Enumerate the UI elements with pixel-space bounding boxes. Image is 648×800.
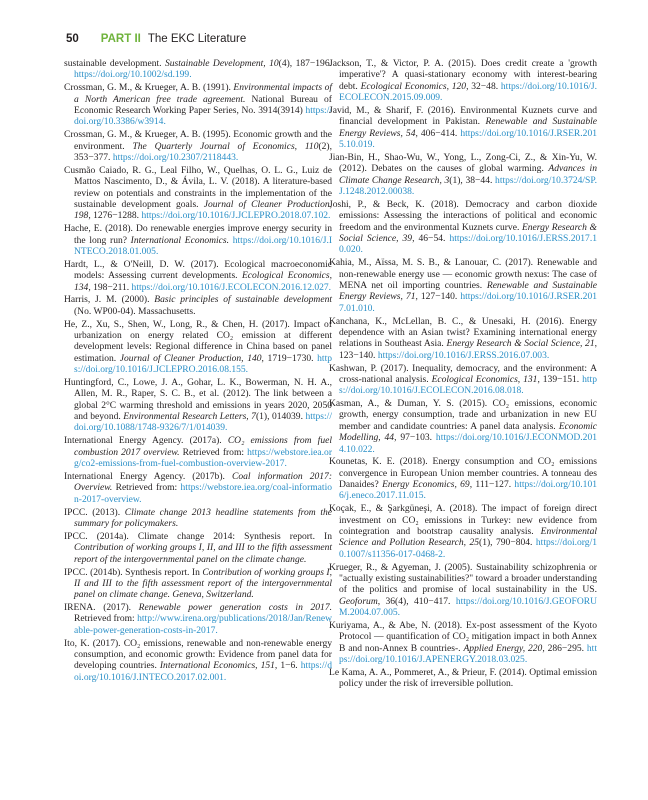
reference-text: Jackson, T., & Victor, P. A. (2015). Does credit create a 'growth imperative'? A quasi-stationary economy with interest-bearing debt.	[329, 58, 597, 92]
reference-details: , 1719−1730.	[261, 352, 318, 364]
reference-entry	[329, 667, 597, 690]
reference-details: (2), 353−377.	[74, 140, 332, 163]
reference-entry	[329, 58, 597, 103]
reference-doi-link[interactable]: https://doi.org/10.1088/1748-9326/7/1/014039.	[74, 411, 332, 434]
reference-source: Contribution of working groups I, II and III to the fifth assessment report of the intergovernmental panel on climate change. Geneva, Switzerland.	[74, 566, 332, 601]
reference-source: Advances in Climate Change Research, 3	[339, 163, 597, 186]
reference-doi-link[interactable]: https://doi.org/10.1002/sd.199.	[74, 69, 192, 81]
reference-column-right	[329, 58, 597, 691]
reference-text: Crossman, G. M., & Krueger, A. B. (1991).	[64, 82, 234, 94]
reference-doi-link[interactable]: https://webstore.iea.org/coal-information-2017-overview.	[74, 482, 332, 505]
reference-details: (4), 187−196.	[278, 58, 332, 69]
reference-entry	[64, 82, 332, 127]
reference-entry	[329, 456, 597, 501]
reference-doi-link[interactable]: https://doi.org/10.3724/SP.J.1248.2012.00038.	[339, 174, 597, 197]
reference-details: , 286−295.	[542, 642, 587, 654]
reference-source: Environmental impacts of a North American free trade agreement.	[74, 82, 332, 105]
reference-source: Ecological Economics, 120	[360, 80, 467, 92]
reference-text: IRENA. (2017).	[64, 602, 139, 614]
reference-doi-link[interactable]: https://webstore.iea.org/co2-emissions-from-fuel-combustion-overview-2017.	[74, 446, 332, 470]
reference-details: Retrieved from:	[179, 446, 248, 458]
reference-details: , 1−6.	[274, 660, 301, 672]
reference-doi-link[interactable]: https://doi.org/10.1016/J.ECOLECON.2016.08.018.	[339, 373, 597, 397]
reference-text: Kasman, A., & Duman, Y. S. (2015). CO₂ emissions, economic growth, energy consumption, trade and urbanization in new EU member and candidate countries: A panel data analysis.	[329, 398, 597, 432]
reference-details: , 123−140.	[339, 338, 597, 361]
reference-details: , 139−151.	[537, 373, 583, 385]
reference-entry	[64, 223, 332, 257]
reference-doi-link[interactable]: https://doi.org/10.1016/J.ERSS.2017.10.020.	[339, 232, 597, 256]
reference-doi-link[interactable]: https://doi.org/10.1016/J.RSER.2015.10.019.	[339, 127, 597, 150]
reference-entry	[64, 638, 332, 683]
reference-text: Kahia, M., Aïssa, M. S. B., & Lanouar, C. (2017). Renewable and non-renewable energy use — economic growth nexus: The case of MENA net oil importing countries.	[329, 257, 597, 291]
reference-source: Ecological Economics, 131	[431, 373, 538, 385]
reference-details: Retrieved from:	[74, 613, 138, 625]
reference-text: Crossman, G. M., & Krueger, A. B. (1995). Economic growth and the environment.	[64, 129, 332, 152]
reference-source: International Economics.	[130, 234, 230, 246]
reference-entry	[329, 363, 597, 397]
part-label: PART II	[100, 33, 141, 45]
reference-entry	[329, 620, 597, 665]
reference-entry	[329, 257, 597, 314]
reference-doi-link[interactable]: https://doi.org/10.1016/J.GEOFORUM.2004.07.005.	[339, 595, 597, 619]
reference-entry	[64, 294, 332, 317]
reference-entry	[64, 567, 332, 601]
reference-entry	[329, 105, 597, 150]
reference-text: International Energy Agency. (2017a).	[64, 435, 228, 447]
reference-text: Kanchana, K., McLellan, B. C., & Unesaki, H. (2016). Energy dependence with an Asian twist? Examining international energy relations in Southeast Asia.	[329, 315, 597, 350]
reference-source: International Economics, 151	[159, 660, 275, 672]
reference-text: Cusmão Caiado, R. G., Leal Filho, W., Quelhas, O. L. G., Luiz de Mattos Nascimento, D., & Ávila, L. V. (2018). A literature-based review on potentials and constraints in the implementation of the sustainable development goals.	[64, 164, 332, 210]
reference-source: The Quarterly Journal of Economics, 110	[132, 140, 319, 152]
reference-text: Kuriyama, A., & Abe, N. (2018). Ex-post assessment of the Kyoto Protocol — quantification of CO₂ mitigation impact in both Annex B and non-Annex B countries-.	[329, 620, 597, 654]
reference-entry	[329, 503, 597, 560]
running-header	[66, 33, 246, 45]
reference-source: Journal of Cleaner Production, 140	[119, 352, 262, 364]
reference-text: Javid, M., & Sharif, F. (2016). Environmental Kuznets curve and financial development in Pakistan.	[329, 104, 597, 128]
reference-source: Renewable and Sustainable Energy Reviews, 54	[339, 116, 597, 139]
reference-doi-link[interactable]: https://doi.org/10.1016/J.JCLEPRO.2016.08.155.	[74, 352, 333, 376]
reference-details: , 97−103.	[394, 432, 436, 444]
reference-entry	[64, 165, 332, 222]
reference-entry	[64, 435, 332, 469]
reference-details: , 111−127.	[469, 479, 515, 491]
reference-source: Geoforum	[339, 595, 378, 607]
reference-doi-link[interactable]: https://doi.org/10.1007/s11356-017-0468-2.	[339, 537, 597, 560]
reference-entry	[64, 377, 332, 434]
reference-source: Ecological Economics, 134	[74, 270, 332, 293]
reference-text: Joshi, P., & Beck, K. (2018). Democracy and carbon dioxide emissions: Assessing the interactions of political and economic freedom and the environmental Kuznets curve.	[329, 198, 597, 233]
reference-doi-link[interactable]: https://doi.org/10.1016/J.JCLEPRO.2018.07.102.	[141, 210, 331, 222]
reference-entry	[64, 507, 332, 530]
reference-details: (1), 014039.	[255, 411, 306, 423]
reference-details: (1), 790−804.	[479, 537, 536, 549]
reference-column-left	[64, 58, 332, 685]
reference-text: Kashwan, P. (2017). Inequality, democracy, and the environment: A cross-national analysis.	[329, 362, 597, 385]
reference-text: Kounetas, K. E. (2018). Energy consumption and CO₂ emissions convergence in European Union member countries. A tonneau des Danaides?	[329, 456, 597, 491]
reference-details: , 46−54.	[412, 232, 450, 244]
reference-entry	[64, 602, 332, 636]
reference-source: Energy Economics, 69	[382, 479, 470, 491]
reference-doi-link[interactable]: https://doi.org/10.3386/w3914.	[74, 104, 332, 128]
reference-doi-link[interactable]: https://doi.org/10.1016/J.APENERGY.2018.03.025.	[339, 642, 597, 666]
reference-doi-link[interactable]: https://doi.org/10.1016/J.RSER.2017.01.010.	[339, 291, 597, 314]
page-number: 50	[66, 33, 79, 45]
reference-entry	[64, 58, 332, 81]
reference-text: He, Z., Xu, S., Shen, W., Long, R., & Chen, H. (2017). Impact of urbanization on energy related CO₂ emission at different development levels: Regional difference in China based on panel estimation.	[64, 318, 332, 364]
reference-source: Climate change 2013 headline statements from the summary for policymakers.	[74, 506, 332, 529]
reference-entry	[329, 316, 597, 361]
reference-doi-link[interactable]: http://www.irena.org/publications/2018/Jan/Renewable-power-generation-costs-in-2017.	[74, 613, 332, 636]
reference-entry	[64, 471, 332, 505]
reference-text: Huntingford, C., Lowe, J. A., Gohar, L. K., Bowerman, N. H. A., Allen, M. R., Raper, S. C. B., et al. (2012). The link between a global 2°C warming threshold and emissions in years 2020, 2050 and beyond.	[64, 377, 332, 423]
reference-source: Coal information 2017: Overview.	[74, 470, 332, 494]
reference-details: , 1276−1288.	[88, 210, 142, 222]
reference-source: Environmental Research Letters, 7	[123, 411, 256, 423]
reference-entry	[329, 398, 597, 455]
reference-entry	[329, 152, 597, 197]
reference-source: Applied Energy, 220	[463, 642, 543, 654]
reference-text: Koçak, E., & Şarkgüneşi, A. (2018). The impact of foreign direct investment on CO₂ emissions in Turkey: new evidence from cointegration and bootstrap causality analysis.	[329, 503, 597, 538]
reference-entry	[329, 199, 597, 256]
reference-source: Economic Modelling, 44	[339, 420, 597, 444]
reference-details: , 127−140.	[415, 291, 461, 303]
reference-details: , 198−211.	[88, 281, 132, 293]
reference-details: , 32−48.	[466, 80, 501, 92]
reference-text: IPCC. (2014a). Climate change 2014: Synthesis report. In	[64, 530, 332, 542]
reference-text: Hache, E. (2018). Do renewable energies improve energy security in the long run?	[64, 223, 332, 246]
reference-entry	[64, 129, 332, 163]
reference-doi-link[interactable]: https://doi.org/10.1016/j.eneco.2017.11.015.	[339, 479, 597, 502]
reference-text: sustainable development.	[64, 58, 165, 69]
reference-entry	[329, 562, 597, 619]
reference-details: , 406−414.	[415, 127, 461, 139]
reference-text: Hardt, L., & O'Neill, D. W. (2017). Ecological macroeconomic models: Assessing current developments.	[64, 258, 332, 282]
reference-entry	[64, 319, 332, 376]
reference-source: Environmental Science and Pollution Research, 25	[339, 526, 597, 549]
reference-source: CO₂ emissions from fuel combustion 2017 overview.	[74, 435, 332, 458]
reference-text: IPCC. (2013).	[64, 506, 125, 518]
reference-text: Jian-Bin, H., Shao-Wu, W., Yong, L., Zong-Ci, Z., & Xin-Yu, W. (2012). Debates on the causes of global warming.	[329, 151, 597, 175]
reference-source: Contribution of working groups I, II, and III to the fifth assessment report of the intergovernmental panel on the climate change.	[74, 542, 332, 565]
reference-text: IPCC. (2014b). Synthesis report. In	[64, 566, 203, 578]
reference-details: (1), 38−44.	[449, 174, 496, 186]
reference-details: (No. WP00-04). Massachusetts.	[74, 305, 196, 317]
reference-source: Basic principles of sustainable development	[154, 294, 332, 306]
reference-doi-link[interactable]: https://doi.org/10.1016/J.ECOLECON.2015.09.009.	[339, 80, 597, 104]
reference-entry	[64, 259, 332, 293]
reference-details: Retrieved from:	[112, 482, 181, 494]
reference-source: Sustainable Development, 10	[164, 58, 279, 69]
reference-source: Energy Research & Social Science, 21	[446, 338, 595, 350]
reference-doi-link[interactable]: https://doi.org/10.1016/J.ERSS.2016.07.003.	[377, 349, 550, 361]
reference-details: , 36(4), 410−417.	[377, 595, 456, 607]
reference-text: International Energy Agency. (2017b).	[64, 470, 232, 482]
reference-doi-link[interactable]: https://doi.org/10.1016/J.INTECO.2018.01.005.	[74, 234, 333, 257]
reference-doi-link[interactable]: https://doi.org/10.1016/J.INTECO.2017.02.001.	[74, 660, 332, 683]
reference-text: Le Kama, A. A., Pommeret, A., & Prieur, F. (2014). Optimal emission policy under the risk of irreversible pollution.	[329, 667, 597, 690]
reference-details: National Bureau of Economic Research Working Paper Series, No. 3914(3914)	[74, 93, 332, 116]
reference-source: Energy Research & Social Science, 39	[339, 221, 597, 244]
reference-source: Renewable and Sustainable Energy Reviews, 71	[339, 279, 598, 303]
reference-text: Ito, K. (2017). CO₂ emissions, renewable and non-renewable energy consumption, and economic growth: Evidence from panel data for developing countries.	[64, 637, 332, 672]
reference-doi-link[interactable]: https://doi.org/10.1016/J.ECONMOD.2014.10.022.	[339, 432, 597, 455]
reference-source: Renewable power generation costs in 2017.	[138, 602, 332, 614]
reference-source: Journal of Cleaner Production, 198	[74, 198, 332, 222]
reference-text: Harris, J. M. (2000).	[64, 294, 155, 306]
reference-doi-link[interactable]: https://doi.org/10.1016/J.ECOLECON.2016.12.027.	[131, 281, 332, 293]
chapter-title: The EKC Literature	[147, 33, 247, 45]
reference-text: Krueger, R., & Agyeman, J. (2005). Sustainability schizophrenia or "actually existing sustainabilities?" toward a broader understanding of the politics and promise of local sustainability in the US.	[329, 561, 597, 596]
reference-doi-link[interactable]: https://doi.org/10.2307/2118443.	[112, 151, 239, 163]
reference-entry	[64, 531, 332, 565]
